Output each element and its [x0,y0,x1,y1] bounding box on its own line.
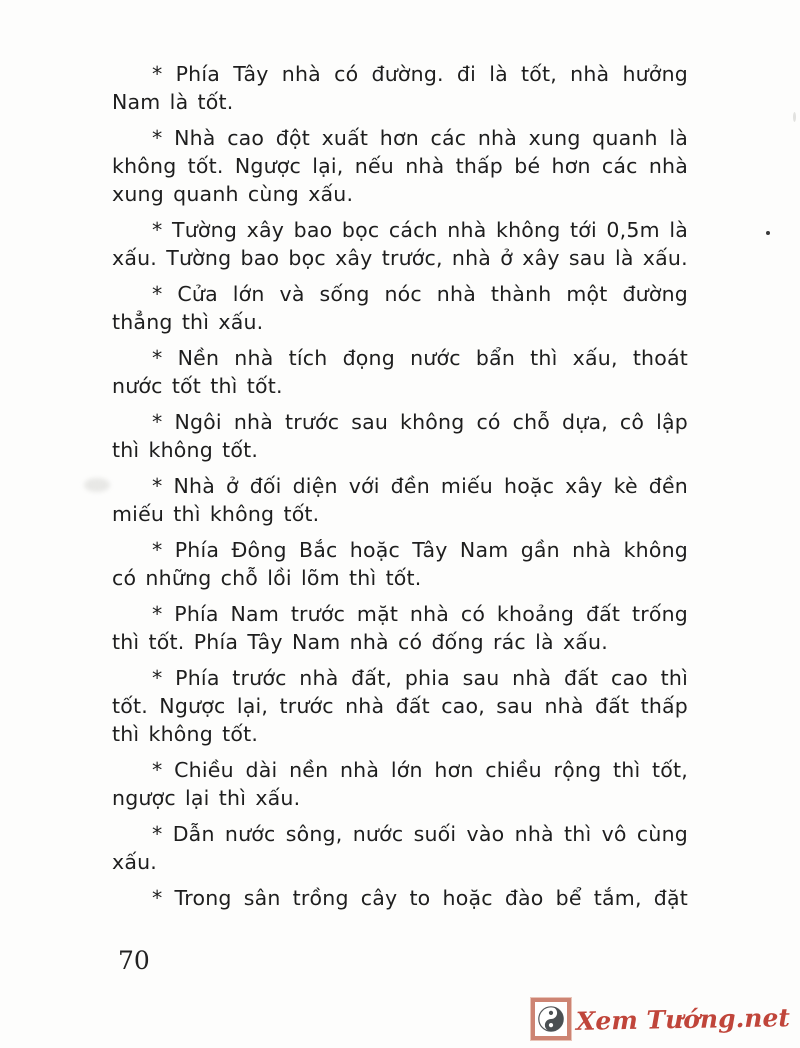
yin-yang-icon [531,998,571,1040]
scan-artifact-edge-mark [793,112,796,122]
paragraph: * Phía Đông Bắc hoặc Tây Nam gần nhà không có những chỗ lồi lõm thì tốt. [112,538,688,590]
scan-artifact-dot [766,231,770,235]
paragraph: * Phía trước nhà đất, phia sau nhà đất cao thì tốt. Ngược lại, trước nhà đất cao, sau nhà đất thấp thì không tốt. [112,666,688,746]
paragraph: * Phía Nam trước mặt nhà có khoảng đất trống thì tốt. Phía Tây Nam nhà có đống rác là xấu. [112,602,688,654]
paragraph: * Nhà cao đột xuất hơn các nhà xung quanh là không tốt. Ngược lại, nếu nhà thấp bé hơn các nhà xung quanh cùng xấu. [112,126,688,206]
site-watermark[interactable] [531,998,790,1040]
paragraph: * Phía Tây nhà có đường. đi là tốt, nhà hưởng Nam là tốt. [112,62,688,114]
page-number: 70 [118,946,150,975]
paragraph: * Cửa lớn và sống nóc nhà thành một đường thẳng thì xấu. [112,282,688,334]
paragraph: * Tường xây bao bọc cách nhà không tới 0,5m là xấu. Tường bao bọc xây trước, nhà ở xây sau là xấu. [112,218,688,270]
paragraph: * Ngôi nhà trước sau không có chỗ dựa, cô lập thì không tốt. [112,410,688,462]
watermark-text: Xem Tướng.net [575,1002,791,1036]
paragraph: * Trong sân trồng cây to hoặc đào bể tắm, đặt [152,886,688,910]
paragraph: * Chiều dài nền nhà lớn hơn chiều rộng thì tốt, ngược lại thì xấu. [112,758,688,810]
paragraph: * Nền nhà tích đọng nước bẩn thì xấu, thoát nước tốt thì tốt. [112,346,688,398]
paragraph: * Nhà ở đối diện với đền miếu hoặc xây kè đền miếu thì không tốt. [112,474,688,526]
scan-artifact-smudge [84,478,110,492]
paragraph: * Dẫn nước sông, nước suối vào nhà thì vô cùng xấu. [112,822,688,874]
text-block [112,60,688,920]
